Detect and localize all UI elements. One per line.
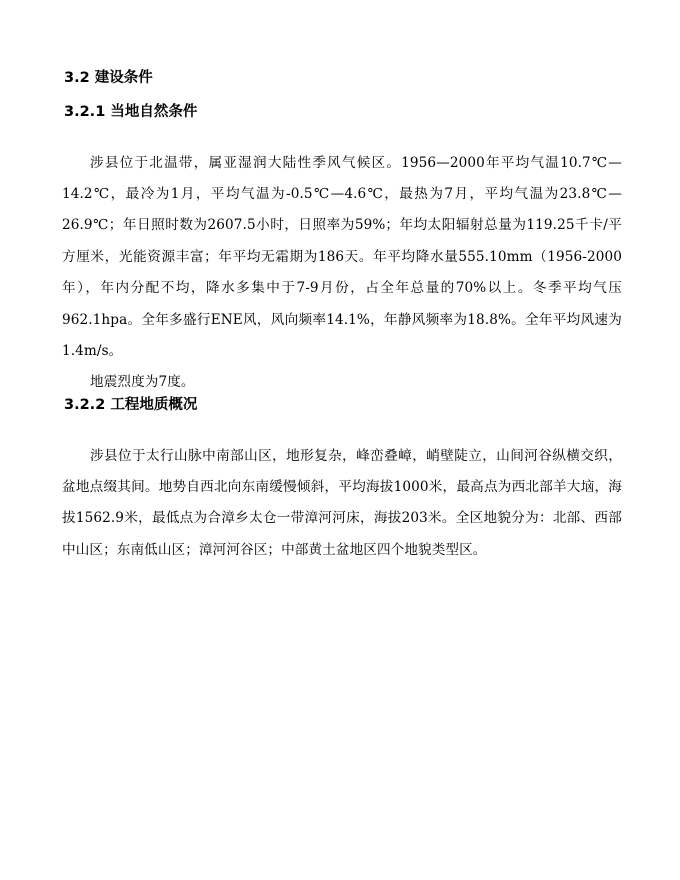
subsection-heading-natural-conditions: 3.2.1 当地自然条件 (64, 104, 198, 120)
paragraph-geology: 涉县位于太行山脉中南部山区，地形复杂，峰峦叠嶂，峭壁陡立，山间河谷纵横交织，盆地点缀其间。地势自西北向东南缓慢倾斜，平均海拔1000米，最高点为西北部羊大垴，海拔1562.9米，最低点为合漳乡太仓一带漳河河床，海拔203米。全区地貌分为：北部、西部中山区；东南低山区；漳河河谷区；中部黄土盆地区四个地貌类型区。 (62, 447, 622, 558)
paragraph-climate: 涉县位于北温带，属亚湿润大陆性季风气候区。1956—2000年平均气温10.7℃—14.2℃，最冷为1月，平均气温为-0.5℃—4.6℃，最热为7月，平均气温为23.8℃—26.9℃；年日照时数为2607.5小时，日照率为59%；年均太阳辐射总量为119.25千卡/平方厘米，光能资源丰富；年平均无霜期为186天。年平均降水量555.10mm（1956-2000年），年内分配不均，降水多集中于7-9月份，占全年总量的70%以上。冬季平均气压962.1hpa。全年多盛行ENE风，风向频率14.1%，年静风频率为18.8%。全年平均风速为1.4m/s。 (62, 154, 622, 360)
section-heading: 3.2 建设条件 (64, 70, 153, 86)
subsection-heading-geology: 3.2.2 工程地质概况 (64, 397, 198, 413)
paragraph-seismic: 地震烈度为7度。 (90, 373, 195, 390)
